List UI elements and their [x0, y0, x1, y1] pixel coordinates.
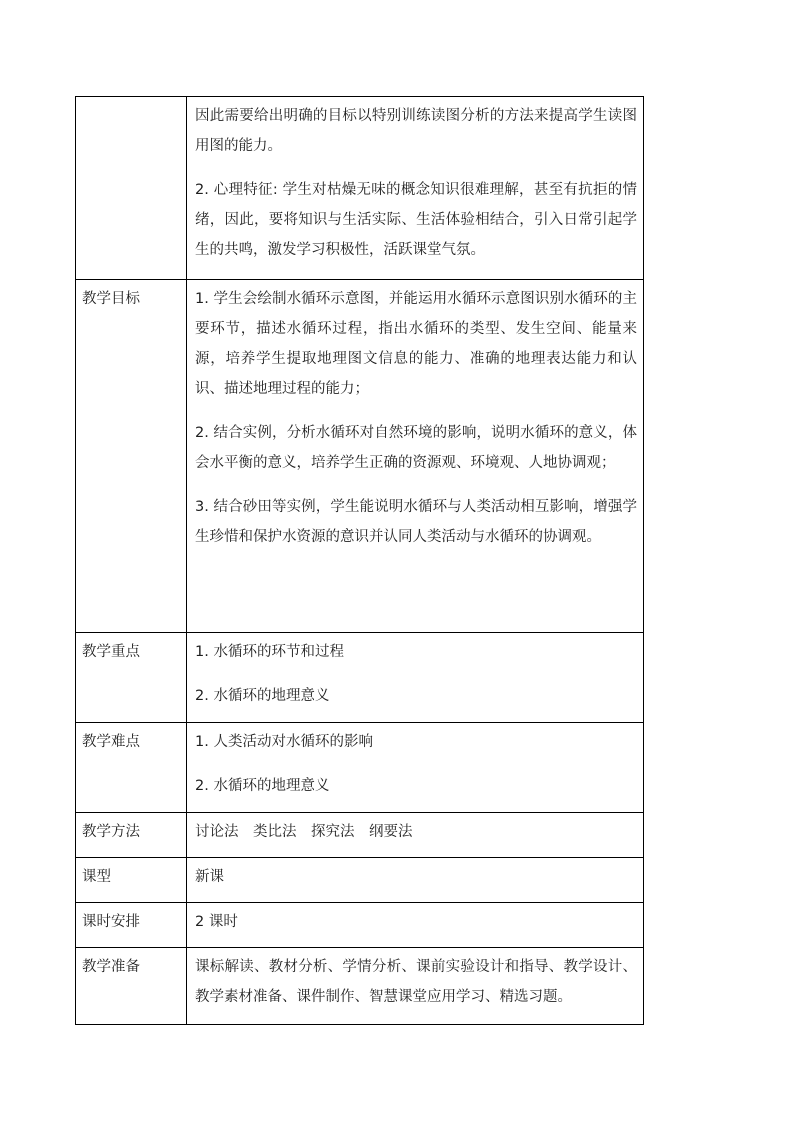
content-cell [187, 903, 644, 948]
content-paragraph: 因此需要给出明确的目标以特别训练读图分析的方法来提高学生读图用图的能力。 [195, 108, 637, 154]
content-cell [187, 948, 644, 1025]
content-cell [187, 280, 644, 633]
content-cell [187, 813, 644, 858]
label-cell: 教学难点 [76, 723, 187, 813]
row-preparation [76, 948, 644, 1025]
content-paragraph: 2. 水循环的地理意义 [195, 688, 330, 704]
content-paragraph: 2. 水循环的地理意义 [195, 778, 330, 794]
content-paragraph: 1. 人类活动对水循环的影响 [195, 734, 373, 750]
content-cell [187, 858, 644, 903]
lesson-plan-table [75, 96, 644, 1025]
content-paragraph: 2. 心理特征: 学生对枯燥无味的概念知识很难理解，甚至有抗拒的情绪，因此，要将知识与生活实际、生活体验相结合，引入日常引起学生的共鸣，激发学习积极性，活跃课堂气氛。 [195, 182, 637, 258]
content-paragraph: 讨论法 类比法 探究法 纲要法 [195, 824, 413, 840]
content-paragraph: 1. 学生会绘制水循环示意图，并能运用水循环示意图识别水循环的主要环节，描述水循环过程，指出水循环的类型、发生空间、能量来源，培养学生提取地理图文信息的能力、准确的地理表达能力和认识、描述地理过程的能力； [195, 291, 637, 397]
content-cell [187, 723, 644, 813]
label-cell: 课型 [76, 858, 187, 903]
content-paragraph: 1. 水循环的环节和过程 [195, 644, 344, 660]
label-cell: 课时安排 [76, 903, 187, 948]
content-paragraph: 新课 [195, 869, 224, 885]
row-difficult-points [76, 723, 644, 813]
content-paragraph: 3. 结合砂田等实例，学生能说明水循环与人类活动相互影响，增强学生珍惜和保护水资源的意识并认同人类活动与水循环的协调观。 [195, 499, 637, 545]
label-cell [76, 97, 187, 280]
row-teaching-methods [76, 813, 644, 858]
content-paragraph: 课标解读、教材分析、学情分析、课前实验设计和指导、教学设计、教学素材准备、课件制作、智慧课堂应用学习、精选习题。 [195, 959, 637, 1005]
label-cell: 教学目标 [76, 280, 187, 633]
content-cell [187, 97, 644, 280]
row-teaching-objectives [76, 280, 644, 633]
content-paragraph: 2. 结合实例，分析水循环对自然环境的影响，说明水循环的意义，体会水平衡的意义，培养学生正确的资源观、环境观、人地协调观； [195, 425, 637, 471]
row-key-points [76, 633, 644, 723]
row-student-analysis [76, 97, 644, 280]
label-cell: 教学重点 [76, 633, 187, 723]
label-cell: 教学准备 [76, 948, 187, 1025]
row-class-hours [76, 903, 644, 948]
row-lesson-type [76, 858, 644, 903]
label-cell: 教学方法 [76, 813, 187, 858]
content-cell [187, 633, 644, 723]
content-paragraph: 2 课时 [195, 914, 238, 930]
